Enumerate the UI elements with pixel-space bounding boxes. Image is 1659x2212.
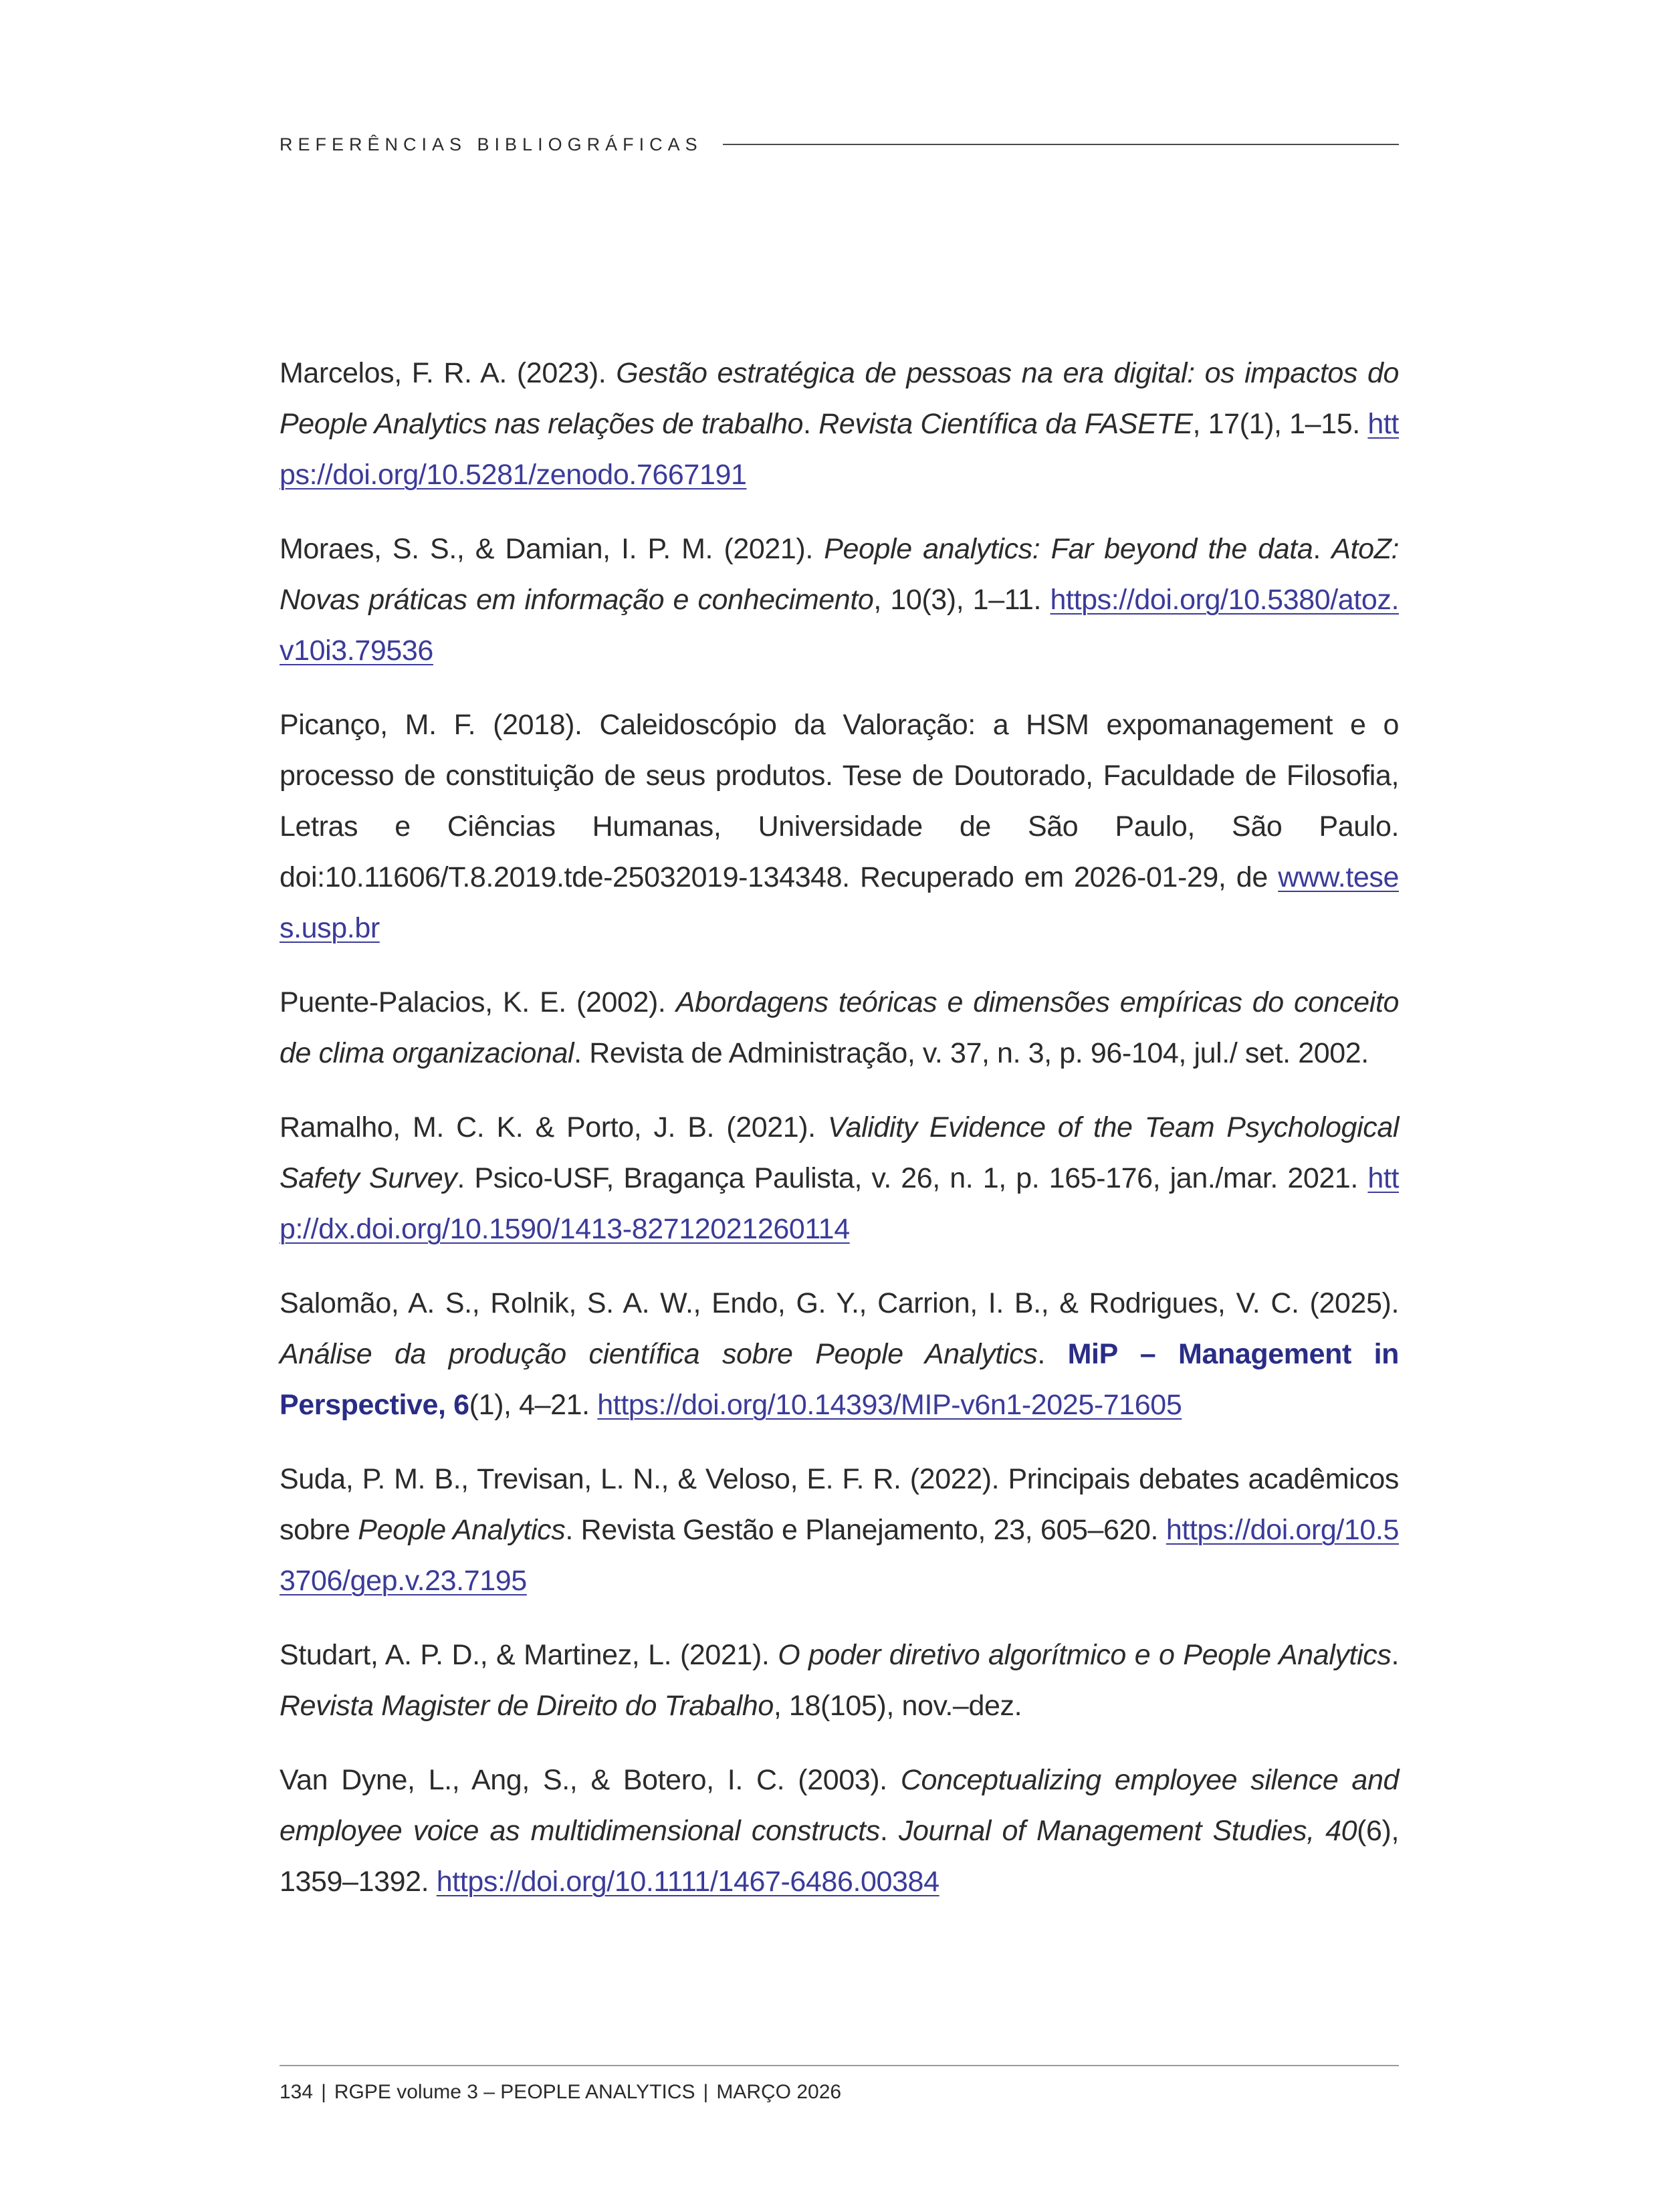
reference-item: Ramalho, M. C. K. & Porto, J. B. (2021). Validity Evidence of the Team Psychological Safety Survey. Psico-USF, Bragança Paulista, v. 26, n. 1, p. 165-176, jan./mar. 2021. http://dx.doi.org/10.1590/1413-82712021260114 bbox=[280, 1111, 1399, 1245]
page-header bbox=[280, 132, 1399, 156]
reference-list bbox=[280, 348, 1399, 1930]
publication-date: MARÇO 2026 bbox=[716, 2081, 842, 2103]
reference-item: Van Dyne, L., Ang, S., & Botero, I. C. (2003). Conceptualizing employee silence and employee voice as multidimensional constructs. Journal of Management Studies, 40(6), 1359–1392. https://doi.org/10.1111/1467-6486.00384 bbox=[280, 1764, 1400, 1898]
doi-link[interactable]: http://dx.doi.org/10.1590/1413-82712021260114 bbox=[280, 1162, 1399, 1245]
footer-divider bbox=[280, 2065, 1399, 2066]
footer-separator: | bbox=[703, 2081, 709, 2103]
reference-item: Marcelos, F. R. A. (2023). Gestão estratégica de pessoas na era digital: os impactos do People Analytics nas relações de trabalho. Revista Científica da FASETE, 17(1), 1–15. https://doi.org/10.5281/zenodo.7667191 bbox=[280, 357, 1399, 491]
page-number: 134 bbox=[280, 2081, 314, 2103]
reference-item: Suda, P. M. B., Trevisan, L. N., & Veloso, E. F. R. (2022). Principais debates acadêmicos sobre People Analytics. Revista Gestão e Planejamento, 23, 605–620. https://doi.org/10.53706/gep.v.23.7195 bbox=[280, 1463, 1399, 1597]
website-link[interactable]: www.teses.usp.br bbox=[280, 861, 1399, 944]
footer-separator: | bbox=[321, 2081, 326, 2103]
reference-item: Puente-Palacios, K. E. (2002). Abordagens teóricas e dimensões empíricas do conceito de clima organizacional. Revista de Administração, v. 37, n. 3, p. 96-104, jul./ set. 2002. bbox=[280, 986, 1400, 1069]
doi-link[interactable]: https://doi.org/10.14393/MIP-v6n1-2025-71605 bbox=[597, 1389, 1182, 1421]
doi-link[interactable]: https://doi.org/10.53706/gep.v.23.7195 bbox=[280, 1514, 1399, 1597]
reference-item: Salomão, A. S., Rolnik, S. A. W., Endo, G. Y., Carrion, I. B., & Rodrigues, V. C. (2025). Análise da produção científica sobre People Analytics. MiP – Management in Perspective, 6(1), 4–21. https://doi.org/10.14393/MIP-v6n1-2025-71605 bbox=[280, 1287, 1400, 1421]
reference-item: Studart, A. P. D., & Martinez, L. (2021). O poder diretivo algorítmico e o People Analytics. Revista Magister de Direito do Trabalho, 18(105), nov.–dez. bbox=[280, 1639, 1399, 1722]
reference-item: Moraes, S. S., & Damian, I. P. M. (2021). People analytics: Far beyond the data. AtoZ: Novas práticas em informação e conhecimento, 10(3), 1–11. https://doi.org/10.5380/atoz.v10i3.79536 bbox=[280, 533, 1400, 667]
header-divider bbox=[723, 144, 1399, 145]
publication-title: RGPE volume 3 – PEOPLE ANALYTICS bbox=[334, 2081, 695, 2103]
doi-link[interactable]: https://doi.org/10.5281/zenodo.7667191 bbox=[280, 408, 1399, 491]
page-footer bbox=[280, 2081, 841, 2104]
section-title: REFERÊNCIAS BIBLIOGRÁFICAS bbox=[280, 134, 703, 154]
journal-name: MiP – Management in Perspective, 6 bbox=[280, 1338, 1400, 1421]
doi-link[interactable]: https://doi.org/10.1111/1467-6486.00384 bbox=[436, 1866, 939, 1898]
reference-item: Picanço, M. F. (2018). Caleidoscópio da Valoração: a HSM expomanagement e o processo de constituição de seus produtos. Tese de Doutorado, Faculdade de Filosofia, Letras e Ciências Humanas, Universidade de São Paulo, São Paulo. doi:10.11606/T.8.2019.tde-25032019-134348. Recuperado em 2026-01-29, de www.teses.usp.br bbox=[280, 709, 1399, 944]
doi-link[interactable]: https://doi.org/10.5380/atoz.v10i3.79536 bbox=[280, 584, 1400, 667]
